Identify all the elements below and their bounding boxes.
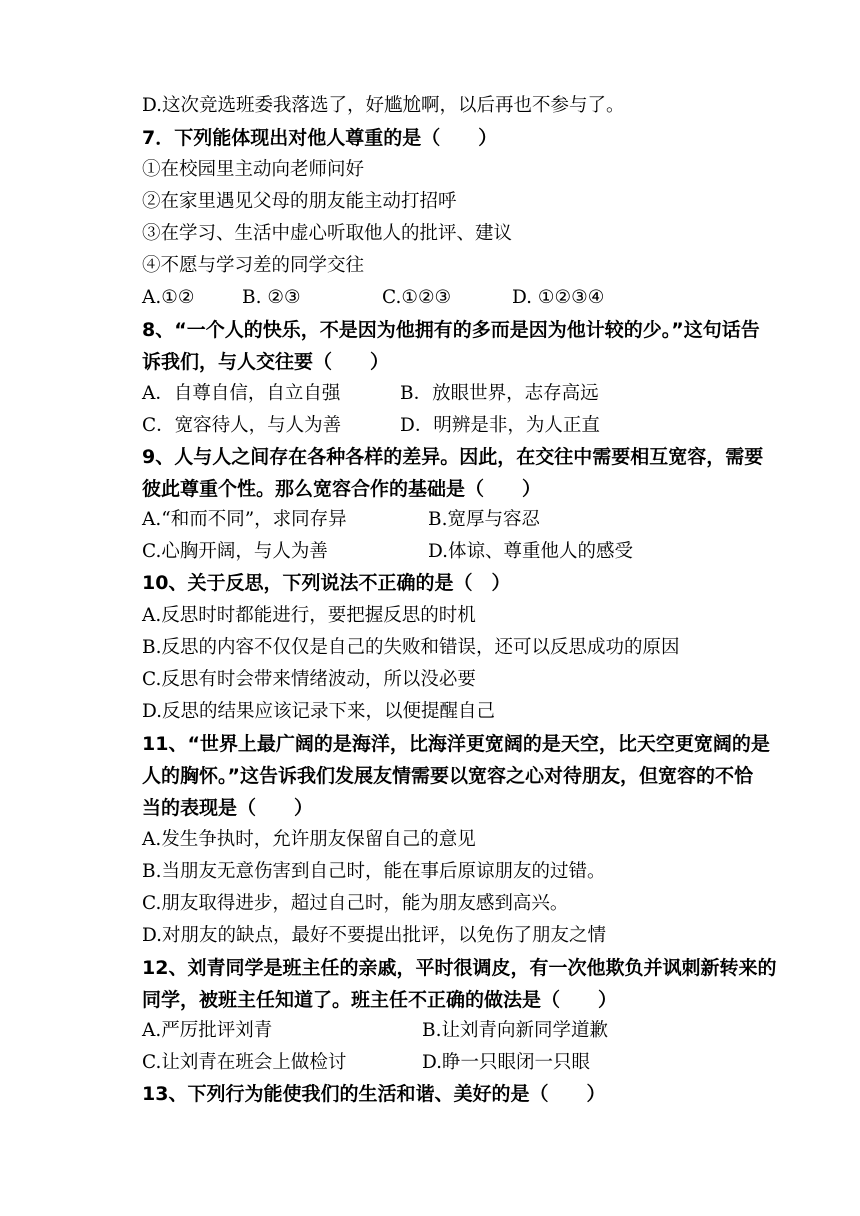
q6-option-d: D.这次竞选班委我落选了，好尴尬啊，以后再也不参与了。 xyxy=(142,95,625,116)
q9-options-row-1 xyxy=(142,504,742,536)
q8-option-a: A．自尊自信，自立自强 xyxy=(142,383,341,404)
q7-option-a: A.①② xyxy=(142,287,195,308)
q9-stem-line-2: 彼此尊重个性。那么宽容合作的基础是（ ） xyxy=(142,478,542,500)
q12-option-c: C.让刘青在班会上做检讨 xyxy=(142,1052,347,1073)
q9-option-d: D.体谅、尊重他人的感受 xyxy=(428,541,634,562)
q8-option-d: D．明辨是非，为人正直 xyxy=(400,415,600,436)
q11-option-d: D.对朋友的缺点，最好不要提出批评，以免伤了朋友之情 xyxy=(142,925,607,946)
q10-option-d: D.反思的结果应该记录下来，以便提醒自己 xyxy=(142,701,496,722)
q11-option-a: A.发生争执时，允许朋友保留自己的意见 xyxy=(142,829,476,850)
q7-option-b: B. ②③ xyxy=(242,287,301,308)
q11-stem-line-1: 11、“世界上最广阔的是海洋，比海洋更宽阔的是天空，比天空更宽阔的是 xyxy=(142,733,770,755)
q9-option-c: C.心胸开阔，与人为善 xyxy=(142,541,328,562)
q12-options-row-1 xyxy=(142,1015,742,1047)
q9-options-row-2 xyxy=(142,536,742,568)
q8-stem-line-2: 诉我们，与人交往要（ ） xyxy=(142,351,390,373)
q11-stem-line-2: 人的胸怀。”这告诉我们发展友情需要以宽容之心对待朋友，但宽容的不恰 xyxy=(142,765,753,787)
q12-stem-line-1: 12、刘青同学是班主任的亲戚，平时很调皮，有一次他欺负并讽刺新转来的 xyxy=(142,957,777,979)
q13-stem: 13、下列行为能使我们的生活和谐、美好的是（ ） xyxy=(142,1083,606,1105)
q12-option-d: D.睁一只眼闭一只眼 xyxy=(422,1052,591,1073)
q10-option-c: C.反思有时会带来情绪波动，所以没必要 xyxy=(142,669,476,690)
q7-options-row xyxy=(142,282,742,314)
q8-options-row-2 xyxy=(142,410,742,442)
q7-statement-1: ①在校园里主动向老师问好 xyxy=(142,159,365,180)
q12-option-b: B.让刘青向新同学道歉 xyxy=(422,1020,608,1041)
q11-option-b: B.当朋友无意伤害到自己时，能在事后原谅朋友的过错。 xyxy=(142,861,606,882)
q11-stem-line-3: 当的表现是（ ） xyxy=(142,797,314,819)
q9-option-b: B.宽厚与容忍 xyxy=(428,509,540,530)
q11-option-c: C.朋友取得进步，超过自己时，能为朋友感到高兴。 xyxy=(142,893,569,914)
q8-option-b: B．放眼世界，志存高远 xyxy=(400,383,599,404)
q7-statement-3: ③在学习、生活中虚心听取他人的批评、建议 xyxy=(142,223,513,244)
q8-option-c: C．宽容待人，与人为善 xyxy=(142,415,342,436)
q10-option-b: B.反思的内容不仅仅是自己的失败和错误，还可以反思成功的原因 xyxy=(142,637,680,658)
q9-stem-line-1: 9、人与人之间存在各种各样的差异。因此，在交往中需要相互宽容，需要 xyxy=(142,446,764,468)
q10-stem: 10、关于反思，下列说法不正确的是（ ） xyxy=(142,572,511,594)
q12-option-a: A.严厉批评刘青 xyxy=(142,1020,273,1041)
q7-option-d: D. ①②③④ xyxy=(512,287,605,308)
q10-option-a: A.反思时时都能进行，要把握反思的时机 xyxy=(142,605,476,626)
q7-stem: 7．下列能体现出对他人尊重的是（ ） xyxy=(142,127,498,149)
q9-option-a: A.“和而不同”，求同存异 xyxy=(142,509,347,530)
q7-option-c: C.①②③ xyxy=(382,287,452,308)
q8-options-row-1 xyxy=(142,378,742,410)
q12-options-row-2 xyxy=(142,1047,742,1079)
q7-statement-2: ②在家里遇见父母的朋友能主动打招呼 xyxy=(142,191,457,212)
q12-stem-line-2: 同学，被班主任知道了。班主任不正确的做法是（ ） xyxy=(142,989,618,1011)
q7-statement-4: ④不愿与学习差的同学交往 xyxy=(142,255,365,276)
q8-stem-line-1: 8、“一个人的快乐，不是因为他拥有的多而是因为他计较的少。”这句话告 xyxy=(142,319,760,341)
